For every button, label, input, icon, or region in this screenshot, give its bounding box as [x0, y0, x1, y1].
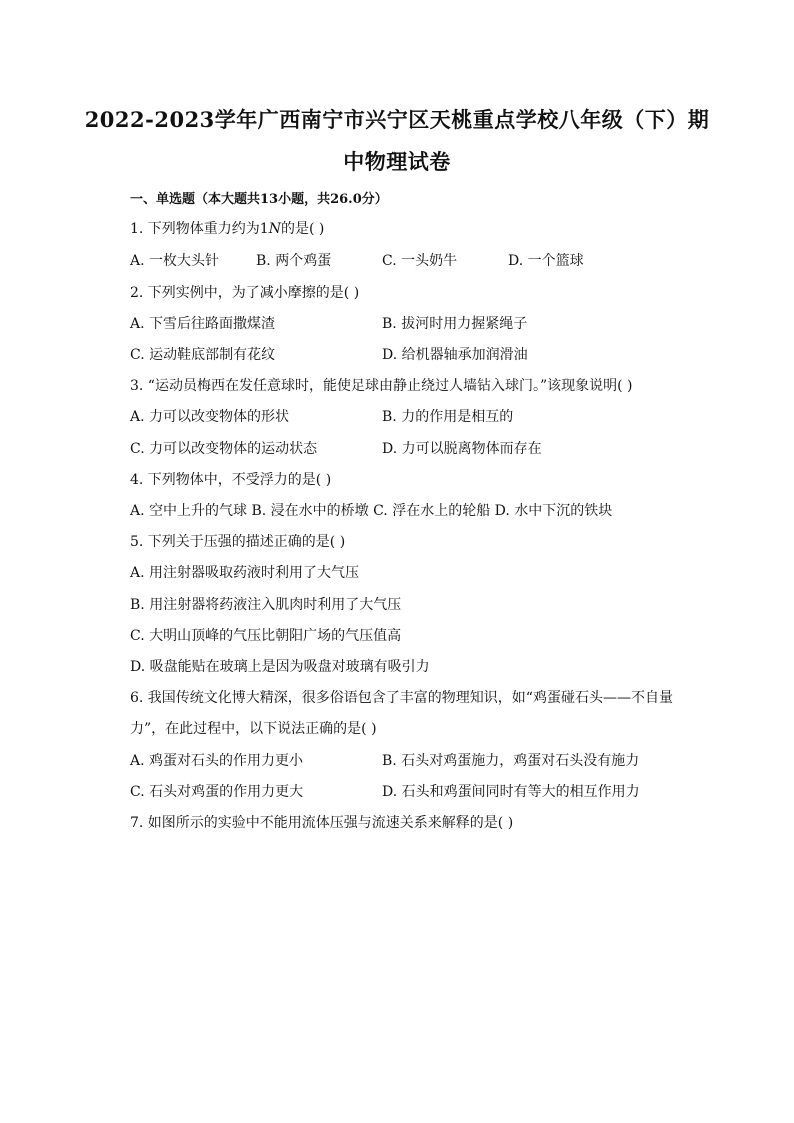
question-5-option-c: C. 大明山顶峰的气压比朝阳广场的气压值高	[130, 628, 402, 644]
question-3-option-d: D. 力可以脱离物体而存在	[382, 441, 542, 457]
question-4-stem: 4. 下列物体中，不受浮力的是( )	[130, 472, 332, 488]
question-3-option-a: A. 力可以改变物体的形状	[130, 409, 290, 425]
question-4-options: A. 空中上升的气球 B. 浸在水中的桥墩 C. 浮在水上的轮船 D. 水中下沉的铁块	[130, 503, 613, 519]
question-6-stem-line1: 6. 我国传统文化博大精深，很多俗语包含了丰富的物理知识，如“鸡蛋碰石头——不自量	[130, 690, 673, 706]
question-2-option-c: C. 运动鞋底部制有花纹	[130, 347, 276, 363]
question-6-option-a: A. 鸡蛋对石头的作用力更小	[130, 753, 304, 769]
question-6-stem-line2: 力”，在此过程中，以下说法正确的是( )	[130, 721, 377, 737]
question-1-option-b: B. 两个鸡蛋	[256, 253, 332, 269]
question-1-option-a: A. 一枚大头针	[130, 253, 220, 269]
question-6-option-d: D. 石头和鸡蛋间同时有等大的相互作用力	[382, 784, 640, 800]
question-2-option-b: B. 拔河时用力握紧绳子	[382, 316, 528, 332]
question-1-option-c: C. 一头奶牛	[382, 253, 458, 269]
question-5-option-d: D. 吸盘能贴在玻璃上是因为吸盘对玻璃有吸引力	[130, 659, 430, 675]
question-2-option-a: A. 下雪后往路面撒煤渣	[130, 316, 276, 332]
section-heading: 一、单选题（本大题共13小题，共26.0分）	[130, 192, 388, 207]
question-6-option-b: B. 石头对鸡蛋施力，鸡蛋对石头没有施力	[382, 753, 640, 769]
exam-title-line1: 2022-2023学年广西南宁市兴宁区天桃重点学校八年级（下）期	[84, 107, 710, 132]
question-1-stem-b: 的是( )	[280, 221, 325, 237]
question-3-option-c: C. 力可以改变物体的运动状态	[130, 441, 318, 457]
question-2-stem: 2. 下列实例中，为了减小摩擦的是( )	[130, 285, 360, 301]
question-3-stem: 3. “运动员梅西在发任意球时，能使足球由静止绕过人墙钻入球门。”该现象说明( )	[130, 378, 633, 394]
question-1-unit: N	[268, 221, 281, 237]
question-7-stem: 7. 如图所示的实验中不能用流体压强与流速关系来解释的是( )	[130, 815, 514, 831]
question-3-option-b: B. 力的作用是相互的	[382, 409, 514, 425]
question-1-stem-a: 1. 下列物体重力约为1	[130, 221, 269, 237]
exam-title-line2: 中物理试卷	[343, 149, 451, 174]
question-5-option-b: B. 用注射器将药液注入肌肉时利用了大气压	[130, 597, 402, 613]
question-1	[130, 218, 324, 238]
question-6-option-c: C. 石头对鸡蛋的作用力更大	[130, 784, 304, 800]
question-5-stem: 5. 下列关于压强的描述正确的是( )	[130, 534, 346, 550]
question-1-option-d: D. 一个篮球	[508, 253, 584, 269]
question-5-option-a: A. 用注射器吸取药液时利用了大气压	[130, 565, 360, 581]
question-2-option-d: D. 给机器轴承加润滑油	[382, 347, 528, 363]
